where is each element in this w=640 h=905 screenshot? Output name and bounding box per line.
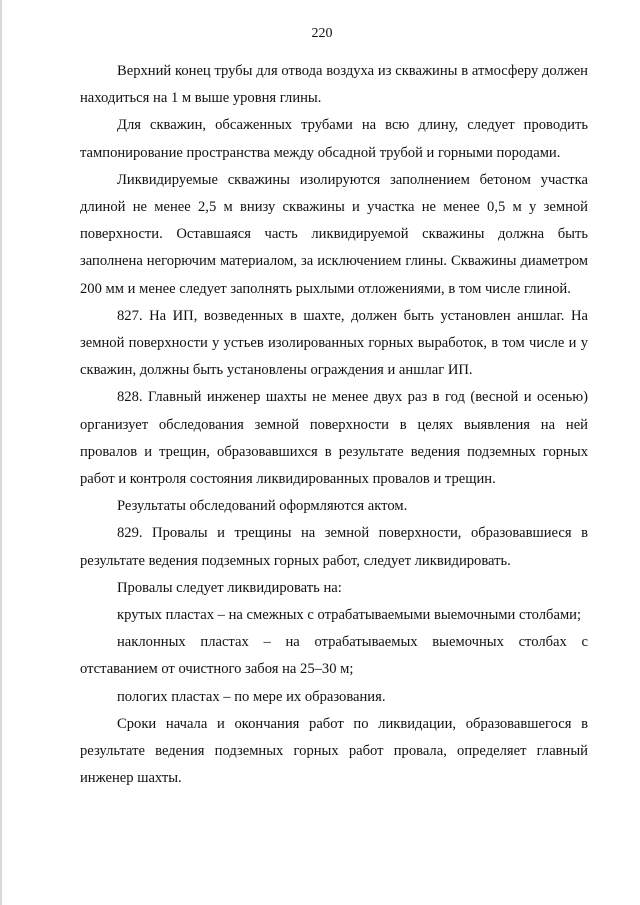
page-number: 220 — [311, 26, 333, 41]
paragraph-liquidated-wells: Ликвидируемые скважины изолируются заполнением бетоном участка длиной не менее 2,5 м внизу скважины и участка не менее 0,5 м у земной поверхности. Оставшаяся часть ликвидируемой скважины должна быть заполнена негорючим материалом, за исключением глины. Скважины диаметром 200 мм и менее следует заполнять рыхлыми отложениями, в том числе глиной. — [80, 171, 588, 297]
paragraph-inspection-results: Результаты обследований оформляются актом. — [117, 498, 408, 515]
paragraph-vent-pipe: Верхний конец трубы для отвода воздуха из скважины в атмосферу должен находиться на 1 м выше уровня глины. — [80, 63, 588, 107]
paragraph-liquidation-intro: Провалы следует ликвидировать на: — [117, 579, 342, 596]
paragraph-cased-wells: Для скважин, обсаженных трубами на всю длину, следует проводить тампонирование пространства между обсадной трубой и горными породами. — [80, 117, 588, 161]
paragraph-827: 827. На ИП, возведенных в шахте, должен быть установлен аншлаг. На земной поверхности у устьев изолированных горных выработок, в том числе и у скважин, должны быть установлены ограждения и аншлаг ИП. — [80, 307, 588, 379]
list-item-inclined-seams: наклонных пластах – на отрабатываемых выемочных столбах с отставанием от очистного забоя на 25–30 м; — [80, 634, 588, 678]
list-item-flat-seams: пологих пластах – по мере их образования. — [117, 688, 386, 705]
document-body — [80, 58, 588, 792]
paragraph-chief-engineer: Сроки начала и окончания работ по ликвидации, образовавшегося в результате ведения подземных горных работ провала, определяет главный инженер шахты. — [80, 715, 588, 787]
list-item-steep-seams: крутых пластах – на смежных с отрабатываемыми выемочными столбами; — [117, 607, 582, 624]
paragraph-828: 828. Главный инженер шахты не менее двух раз в год (весной и осенью) организует обследования земной поверхности в целях выявления на ней провалов и трещин, образовавшихся в результате ведения подземных горных работ и контроля состояния ликвидированных провалов и трещин. — [80, 389, 588, 488]
paragraph-829: 829. Провалы и трещины на земной поверхности, образовавшиеся в результате ведения подземных горных работ, следует ликвидировать. — [80, 525, 588, 569]
